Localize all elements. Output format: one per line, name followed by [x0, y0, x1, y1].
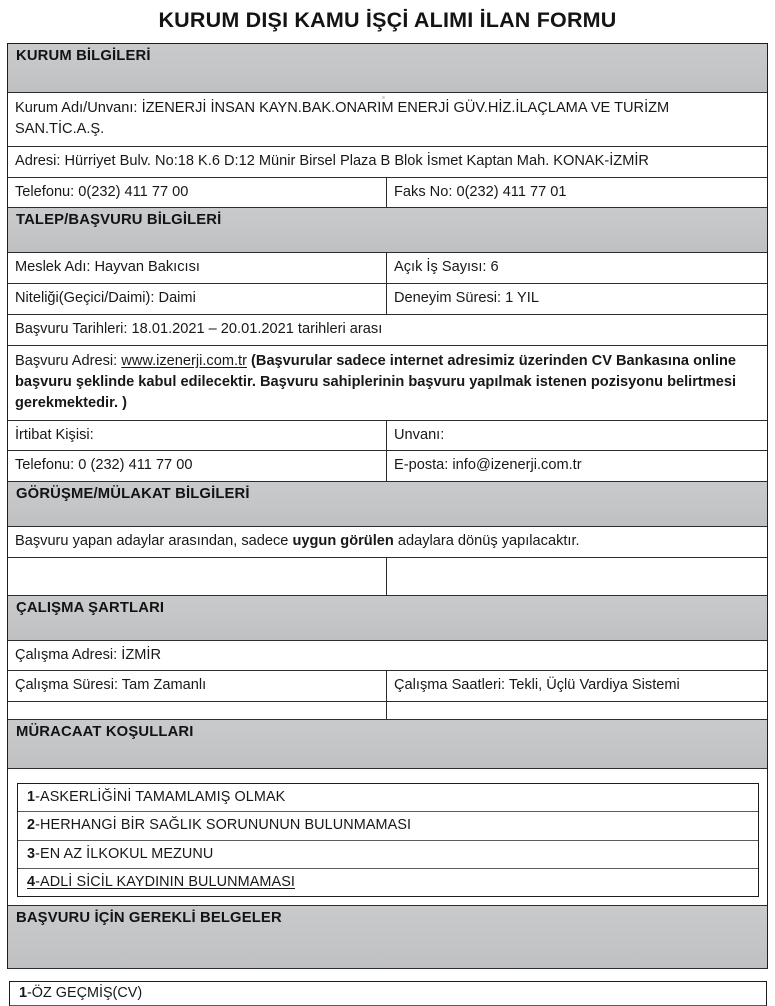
working-address-label: Çalışma Adresi: — [15, 646, 118, 663]
application-dates-value: 18.01.2021 – 20.01.2021 tarihleri arası — [131, 320, 383, 337]
working-hours-cell — [387, 671, 767, 701]
list-item-number: 1 — [19, 984, 28, 1001]
list-item-text: -EN AZ İLKOKUL MEZUNU — [35, 845, 214, 862]
application-address-cell — [8, 346, 767, 420]
institution-name-cell — [8, 93, 767, 146]
list-item — [18, 812, 758, 840]
list-item-text: -ÖZ GEÇMİŞ(CV) — [27, 984, 143, 1001]
working-duration-cell — [8, 671, 387, 701]
working-duration-label: Çalışma Süresi: — [15, 677, 118, 694]
institution-fax-cell — [387, 178, 767, 208]
openings-cell — [387, 253, 767, 283]
experience-value: 1 YIL — [505, 290, 539, 307]
section-header-requirements — [8, 720, 767, 769]
institution-phone-label: Telefonu: — [15, 183, 75, 200]
list-item-number: 1 — [27, 789, 36, 806]
list-item — [10, 982, 766, 1006]
institution-address-value: Hürriyet Bulv. No:18 K.6 D:12 Münir Birsel Plaza B Blok İsmet Kaptan Mah. KONAK-İZMİR — [64, 153, 649, 169]
contact-phone-label: Telefonu: — [15, 457, 75, 474]
institution-fax-label: Faks No: — [394, 183, 453, 200]
working-blank-left — [8, 702, 387, 719]
interview-blank-right — [387, 558, 767, 595]
working-hours-label: Çalışma Saatleri: — [394, 677, 506, 694]
contact-person-label: İrtibat Kişisi: — [15, 426, 94, 443]
contact-person-cell — [8, 421, 387, 451]
contact-title-cell — [387, 421, 767, 451]
list-item-text: -ASKERLİĞİNİ TAMAMLAMIŞ OLMAK — [35, 789, 286, 806]
interview-blank-left — [8, 558, 387, 595]
table-row-contact-person — [8, 421, 767, 452]
list-item-text: -HERHANGİ BİR SAĞLIK SORUNUNUN BULUNMAMASI — [35, 817, 412, 834]
table-row-interview-blank — [8, 558, 767, 596]
institution-name-label: Kurum Adı/Unvanı: — [15, 100, 138, 116]
contact-phone-cell — [8, 451, 387, 481]
interview-note-part2: adaylara dönüş yapılacaktır. — [393, 533, 580, 550]
page-title: KURUM DIŞI KAMU İŞÇİ ALIMI İLAN FORMU — [158, 8, 617, 32]
application-address-label: Başvuru Adresi: — [15, 352, 118, 369]
working-hours-value: Tekli, Üçlü Vardiya Sistemi — [508, 677, 680, 694]
list-item — [18, 841, 758, 869]
table-row-working-duration-hours — [8, 671, 767, 702]
requirements-box — [17, 783, 759, 897]
application-dates-cell — [8, 315, 767, 345]
table-row-application-address — [8, 346, 767, 421]
section-header-interview-label: GÖRÜŞME/MÜLAKAT BİLGİLERİ — [16, 486, 250, 503]
application-dates-label: Başvuru Tarihleri: — [15, 320, 128, 337]
job-name-value: Hayvan Bakıcısı — [94, 259, 200, 276]
section-header-required-documents — [8, 906, 767, 969]
working-address-cell — [8, 641, 767, 671]
job-name-label: Meslek Adı: — [15, 259, 91, 276]
interview-note-cell — [8, 527, 767, 557]
list-item-text: -ADLİ SİCİL KAYDININ BULUNMAMASI — [35, 873, 295, 890]
openings-value: 6 — [490, 259, 499, 276]
table-row-type-experience — [8, 284, 767, 315]
job-name-cell — [8, 253, 387, 283]
openings-label: Açık İş Sayısı: — [394, 259, 487, 276]
experience-cell — [387, 284, 767, 314]
section-header-request-label: TALEP/BAŞVURU BİLGİLERİ — [16, 212, 222, 229]
list-item-number: 3 — [27, 845, 36, 862]
institution-address-label: Adresi: — [15, 153, 61, 169]
table-row-requirements-list — [8, 769, 767, 906]
working-address-value: İZMİR — [121, 646, 161, 663]
table-row-interview-note — [8, 527, 767, 558]
contact-title-label: Unvanı: — [394, 426, 445, 443]
job-type-label: Niteliği(Geçici/Daimi): — [15, 290, 155, 307]
job-posting-form — [7, 43, 768, 969]
experience-label: Deneyim Süresi: — [394, 290, 502, 307]
table-row-application-dates — [8, 315, 767, 346]
table-row-job-openings — [8, 253, 767, 284]
contact-email-cell — [387, 451, 767, 481]
list-item-number: 2 — [27, 817, 36, 834]
institution-fax-value: 0(232) 411 77 01 — [456, 183, 567, 200]
section-header-working-conditions — [8, 596, 767, 641]
working-blank-right — [387, 702, 767, 719]
list-item-number: 4 — [27, 873, 36, 890]
institution-address-cell — [8, 147, 767, 177]
section-header-institution — [8, 44, 767, 93]
contact-phone-value: 0 (232) 411 77 00 — [78, 457, 193, 474]
working-duration-value: Tam Zamanlı — [121, 677, 207, 694]
interview-note-part1: Başvuru yapan adaylar arasından, sadece — [15, 533, 293, 550]
table-row-contact-phone-email — [8, 451, 767, 482]
table-row-institution-address — [8, 147, 767, 178]
list-item — [18, 784, 758, 812]
section-header-requirements-label: MÜRACAAT KOŞULLARI — [16, 724, 194, 741]
table-row-working-address — [8, 641, 767, 672]
application-note: (Başvurular sadece internet adresimiz üzerinden CV Bankasına online başvuru şeklinde kabul edilecektir. Başvuru sahiplerinin başvuru yapılmak istenen pozisyonu belirtmesi gerekmektedir. ) — [15, 352, 737, 411]
contact-email-label: E-posta: — [394, 457, 449, 474]
section-header-request — [8, 208, 767, 253]
section-header-institution-label: KURUM BİLGİLERİ — [16, 48, 151, 64]
interview-note-emphasis: uygun görülen — [292, 533, 394, 550]
institution-name-value: İZENERJİ İNSAN KAYN.BAK.ONARIM ENERJİ GÜV.HİZ.İLAÇLAMA VE TURİZM SAN.TİC.A.Ş. — [15, 100, 670, 137]
institution-phone-value: 0(232) 411 77 00 — [78, 183, 189, 200]
contact-email-value[interactable]: info@izenerji.com.tr — [452, 457, 582, 474]
required-documents-box — [9, 981, 767, 1006]
table-row-institution-name — [8, 93, 767, 147]
table-row-working-blank — [8, 702, 767, 720]
section-header-working-conditions-label: ÇALIŞMA ŞARTLARI — [16, 599, 165, 616]
job-type-cell — [8, 284, 387, 314]
section-header-interview — [8, 482, 767, 527]
application-website-link[interactable]: www.izenerji.com.tr — [121, 352, 247, 369]
section-header-required-documents-label: BAŞVURU İÇİN GEREKLİ BELGELER — [16, 909, 282, 926]
list-item — [18, 869, 758, 896]
table-row-institution-phone-fax — [8, 178, 767, 209]
institution-phone-cell — [8, 178, 387, 208]
job-type-value: Daimi — [158, 290, 196, 307]
requirements-list-cell — [8, 769, 767, 905]
